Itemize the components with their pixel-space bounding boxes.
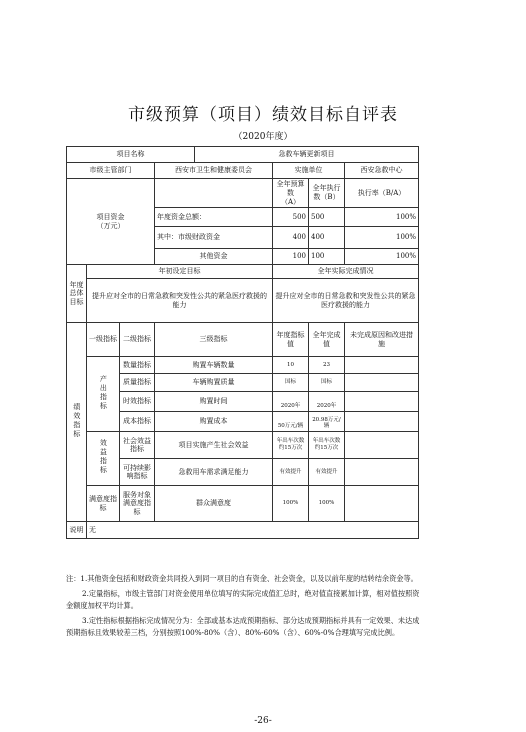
dept-label: 市级主管部门 — [67, 163, 155, 179]
funds-col-rate: 执行率（B/A） — [345, 179, 419, 208]
footnote-3: 3.定性指标根据指标完成情况分为：全部或基本达成预期指标、部分达成预期指标并具有一定效果、未达成预期指标且效果较差三档，分别按照100%-80%（含）、80%-60%（含）、60%-0%合理填写完成比例。 — [66, 615, 420, 637]
col-target-header: 年度指标值 — [273, 323, 309, 357]
funds-row-rate: 100% — [345, 227, 419, 249]
indicator-actual: 23 — [309, 357, 345, 374]
col-reason-header: 未完成原因和改进措施 — [345, 323, 419, 357]
indicator-l2: 质量指标 — [120, 374, 155, 392]
satisfaction-indicator-label: 满意度指标 — [87, 486, 120, 522]
funds-row-budget: 400 — [273, 227, 309, 249]
indicator-actual: 国标 — [309, 374, 345, 392]
indicator-target: 10 — [273, 357, 309, 374]
remark-label: 说明 — [67, 522, 87, 539]
funds-row-exec: 500 — [309, 208, 345, 227]
funds-col-budget: 全年预算数 （A） — [273, 179, 309, 208]
indicator-l3: 群众满意度 — [155, 486, 273, 522]
indicator-actual: 有效提升 — [309, 459, 345, 486]
indicator-l2: 时效指标 — [120, 392, 155, 412]
planned-goal-text: 提升应对全市的日常急救和突发性公共的紧急医疗救援的能力 — [87, 279, 273, 323]
indicator-target: 有效提升 — [273, 459, 309, 486]
output-indicator-label: 产出指标 — [99, 374, 108, 411]
indicator-l2: 社会效益指标 — [120, 432, 155, 459]
indicator-target: 50万元/辆 — [273, 412, 309, 432]
indicator-l3: 项目实施产生社会效益 — [155, 432, 273, 459]
indicator-target: 2020年 — [273, 392, 309, 412]
page-title: 市级预算（项目）绩效目标自评表 — [128, 105, 398, 125]
indicator-l3: 购置车辆数量 — [155, 357, 273, 374]
indicator-target: 国标 — [273, 374, 309, 392]
funds-label: 项目资金 （万元） — [67, 179, 155, 265]
indicator-l2: 服务对象满意度指标 — [120, 486, 155, 522]
impl-label: 实施单位 — [273, 163, 345, 179]
page-number: -26- — [254, 716, 272, 726]
indicator-l3: 车辆购置质量 — [155, 374, 273, 392]
footnotes — [66, 573, 422, 641]
funds-row-rate: 100% — [345, 208, 419, 227]
indicator-l3: 急救用车需求满足能力 — [155, 459, 273, 486]
performance-indicator-label: 绩效指标 — [72, 402, 81, 439]
indicator-l3: 购置成本 — [155, 412, 273, 432]
indicator-target: 年出车次数约15万次 — [273, 432, 309, 459]
col-actual-header: 全年完成值 — [309, 323, 345, 357]
funds-row-exec: 400 — [309, 227, 345, 249]
funds-col-exec: 全年执行数（B） — [309, 179, 345, 208]
funds-row-budget: 100 — [273, 249, 309, 265]
annual-goal-label: 年度 总体 目标 — [67, 265, 87, 323]
footnote-1: 注：1.其他资金包括和财政资金共同投入到同一项目的自有资金、社会资金，以及以前年度的结转结余资金等。 — [66, 574, 418, 583]
actual-goal-header: 全年实际完成情况 — [273, 265, 419, 279]
col-l3-header: 三级指标 — [155, 323, 273, 357]
indicator-l2: 数量指标 — [120, 357, 155, 374]
actual-goal-text: 提升应对全市的日常急救和突发性公共的紧急医疗救援的能力 — [273, 279, 419, 323]
indicator-l3: 购置时间 — [155, 392, 273, 412]
indicator-actual: 100% — [309, 486, 345, 522]
remark-value: 无 — [87, 522, 419, 539]
dept-value: 西安市卫生和健康委员会 — [155, 163, 273, 179]
col-l1-header: 一级指标 — [87, 323, 120, 357]
funds-row-label: 其中：市级财政资金 — [155, 227, 273, 249]
funds-row-exec: 100 — [309, 249, 345, 265]
col-l2-header: 二级指标 — [120, 323, 155, 357]
planned-goal-header: 年初设定目标 — [87, 265, 273, 279]
footnote-2: 2.定量指标，市级主管部门对资金使用单位填写的实际完成值汇总时，绝对值直接累加计算，相对值按照资金额度加权平均计算。 — [66, 588, 420, 610]
funds-row-rate: 100% — [345, 249, 419, 265]
report-year: （2020年度） — [233, 132, 293, 142]
indicator-actual: 年出车次数约15万次 — [309, 432, 345, 459]
project-name-label: 项目名称 — [67, 147, 195, 163]
indicator-l2: 可持续影响指标 — [120, 459, 155, 486]
impl-value: 西安急救中心 — [345, 163, 419, 179]
indicator-actual: 2020年 — [309, 392, 345, 412]
indicator-target: 100% — [273, 486, 309, 522]
indicator-actual: 20.98万元/辆 — [309, 412, 345, 432]
indicator-l2: 成本指标 — [120, 412, 155, 432]
project-name-value: 急救车辆更新项目 — [195, 147, 419, 163]
funds-row-label: 其他资金 — [155, 249, 273, 265]
funds-row-label: 年度资金总额： — [155, 208, 273, 227]
benefit-indicator-label: 效益指标 — [99, 439, 108, 476]
funds-row-budget: 500 — [273, 208, 309, 227]
self-evaluation-table — [66, 146, 419, 539]
